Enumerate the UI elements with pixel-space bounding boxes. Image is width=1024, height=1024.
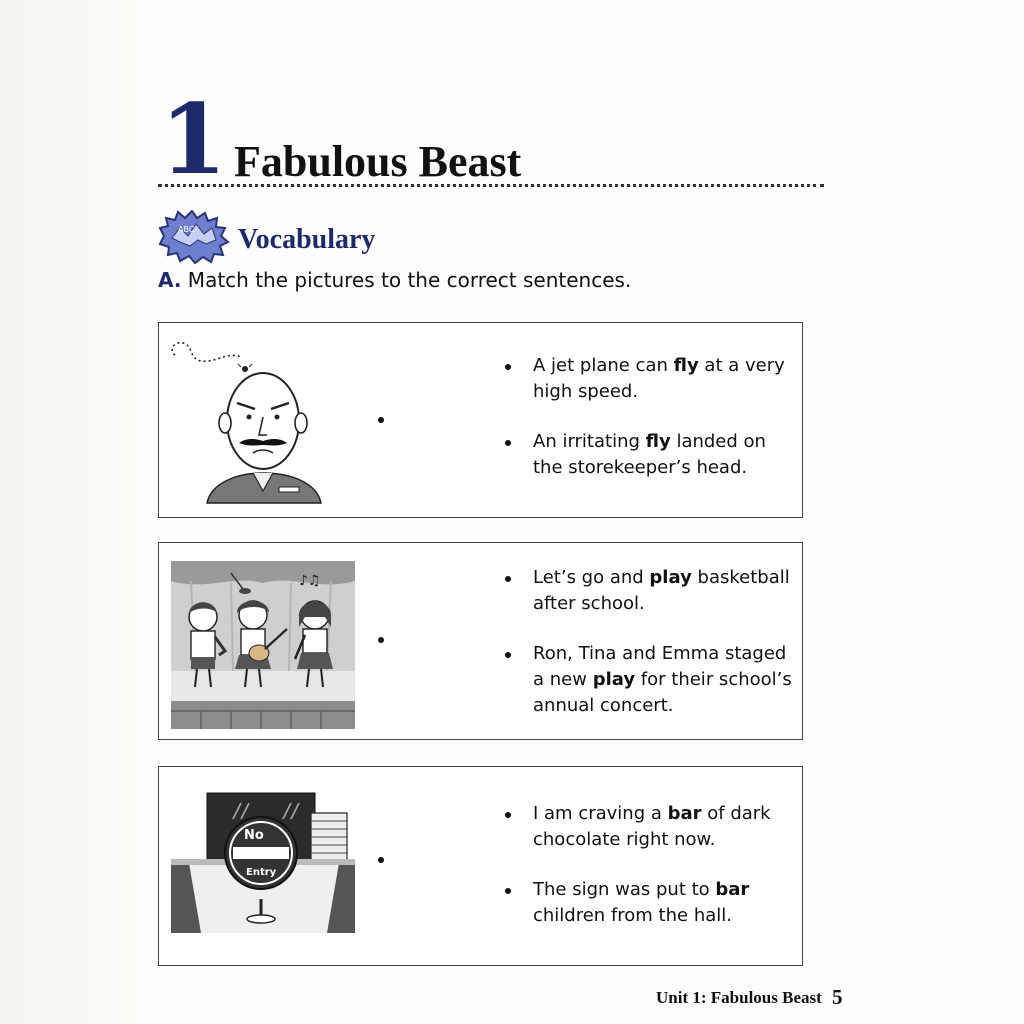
angry-man-with-fly-illustration [167,331,337,511]
target-word: bar [715,879,750,900]
instruction-letter: A. [158,268,182,292]
svg-text:♪♫: ♪♫ [299,573,321,589]
no-entry-sign-illustration [171,789,355,933]
target-word: bar [667,803,702,824]
sentence-option[interactable] [533,801,798,853]
sentence-text: at a very high speed. [533,355,785,402]
sentence-option[interactable] [533,353,798,405]
instruction [158,268,631,292]
target-word: fly [673,355,699,376]
page-edge-shadow [0,0,140,1024]
sentence-text: basketball after school. [533,567,790,614]
section-heading: Vocabulary [238,224,376,255]
sentence-text: An irritating [533,431,646,452]
sentence-dot[interactable] [505,812,511,818]
sentence-text: A jet plane can [533,355,674,376]
sentence-dot[interactable] [505,652,511,658]
sentence-text: Let’s go and [533,567,650,588]
children-performing-on-stage-illustration [171,561,355,729]
match-dot[interactable] [378,857,384,863]
sentence-option[interactable] [533,641,798,719]
svg-text:ABC: ABC [178,225,195,234]
sentence-dot[interactable] [505,440,511,446]
match-item-play [158,542,803,740]
sentence-option[interactable] [533,429,798,481]
sentence-dot[interactable] [505,364,511,370]
target-word: play [649,567,692,588]
unit-title: Fabulous Beast [234,137,522,186]
sentence-dot[interactable] [505,888,511,894]
sentence-text: of dark chocolate right now. [533,803,771,850]
running-footer: Unit 1: Fabulous Beast [656,988,822,1007]
match-item-bar [158,766,803,966]
page-number: 5 [832,985,843,1009]
sign-no-text: No [244,828,264,843]
sentence-option[interactable] [533,877,798,929]
sentence-text: children from the hall. [533,905,732,926]
sentence-text: for their school’s annual concert. [533,669,792,716]
match-dot[interactable] [378,417,384,423]
sentence-dot[interactable] [505,576,511,582]
sentence-text: The sign was put to [533,879,716,900]
target-word: fly [645,431,671,452]
sentence-text: landed on the storekeeper’s head. [533,431,766,478]
sentence-text: Ron, Tina and Emma staged a new [533,643,787,690]
sentence-option[interactable] [533,565,798,617]
unit-number: 1 [160,83,227,196]
sign-entry-text: Entry [246,867,277,878]
target-word: play [592,669,636,690]
match-dot[interactable] [378,637,384,643]
sentence-text: I am craving a [533,803,668,824]
title-divider [158,184,824,187]
match-item-fly [158,322,803,518]
vocabulary-icon [158,210,230,264]
instruction-text: Match the pictures to the correct sentences. [181,268,632,292]
